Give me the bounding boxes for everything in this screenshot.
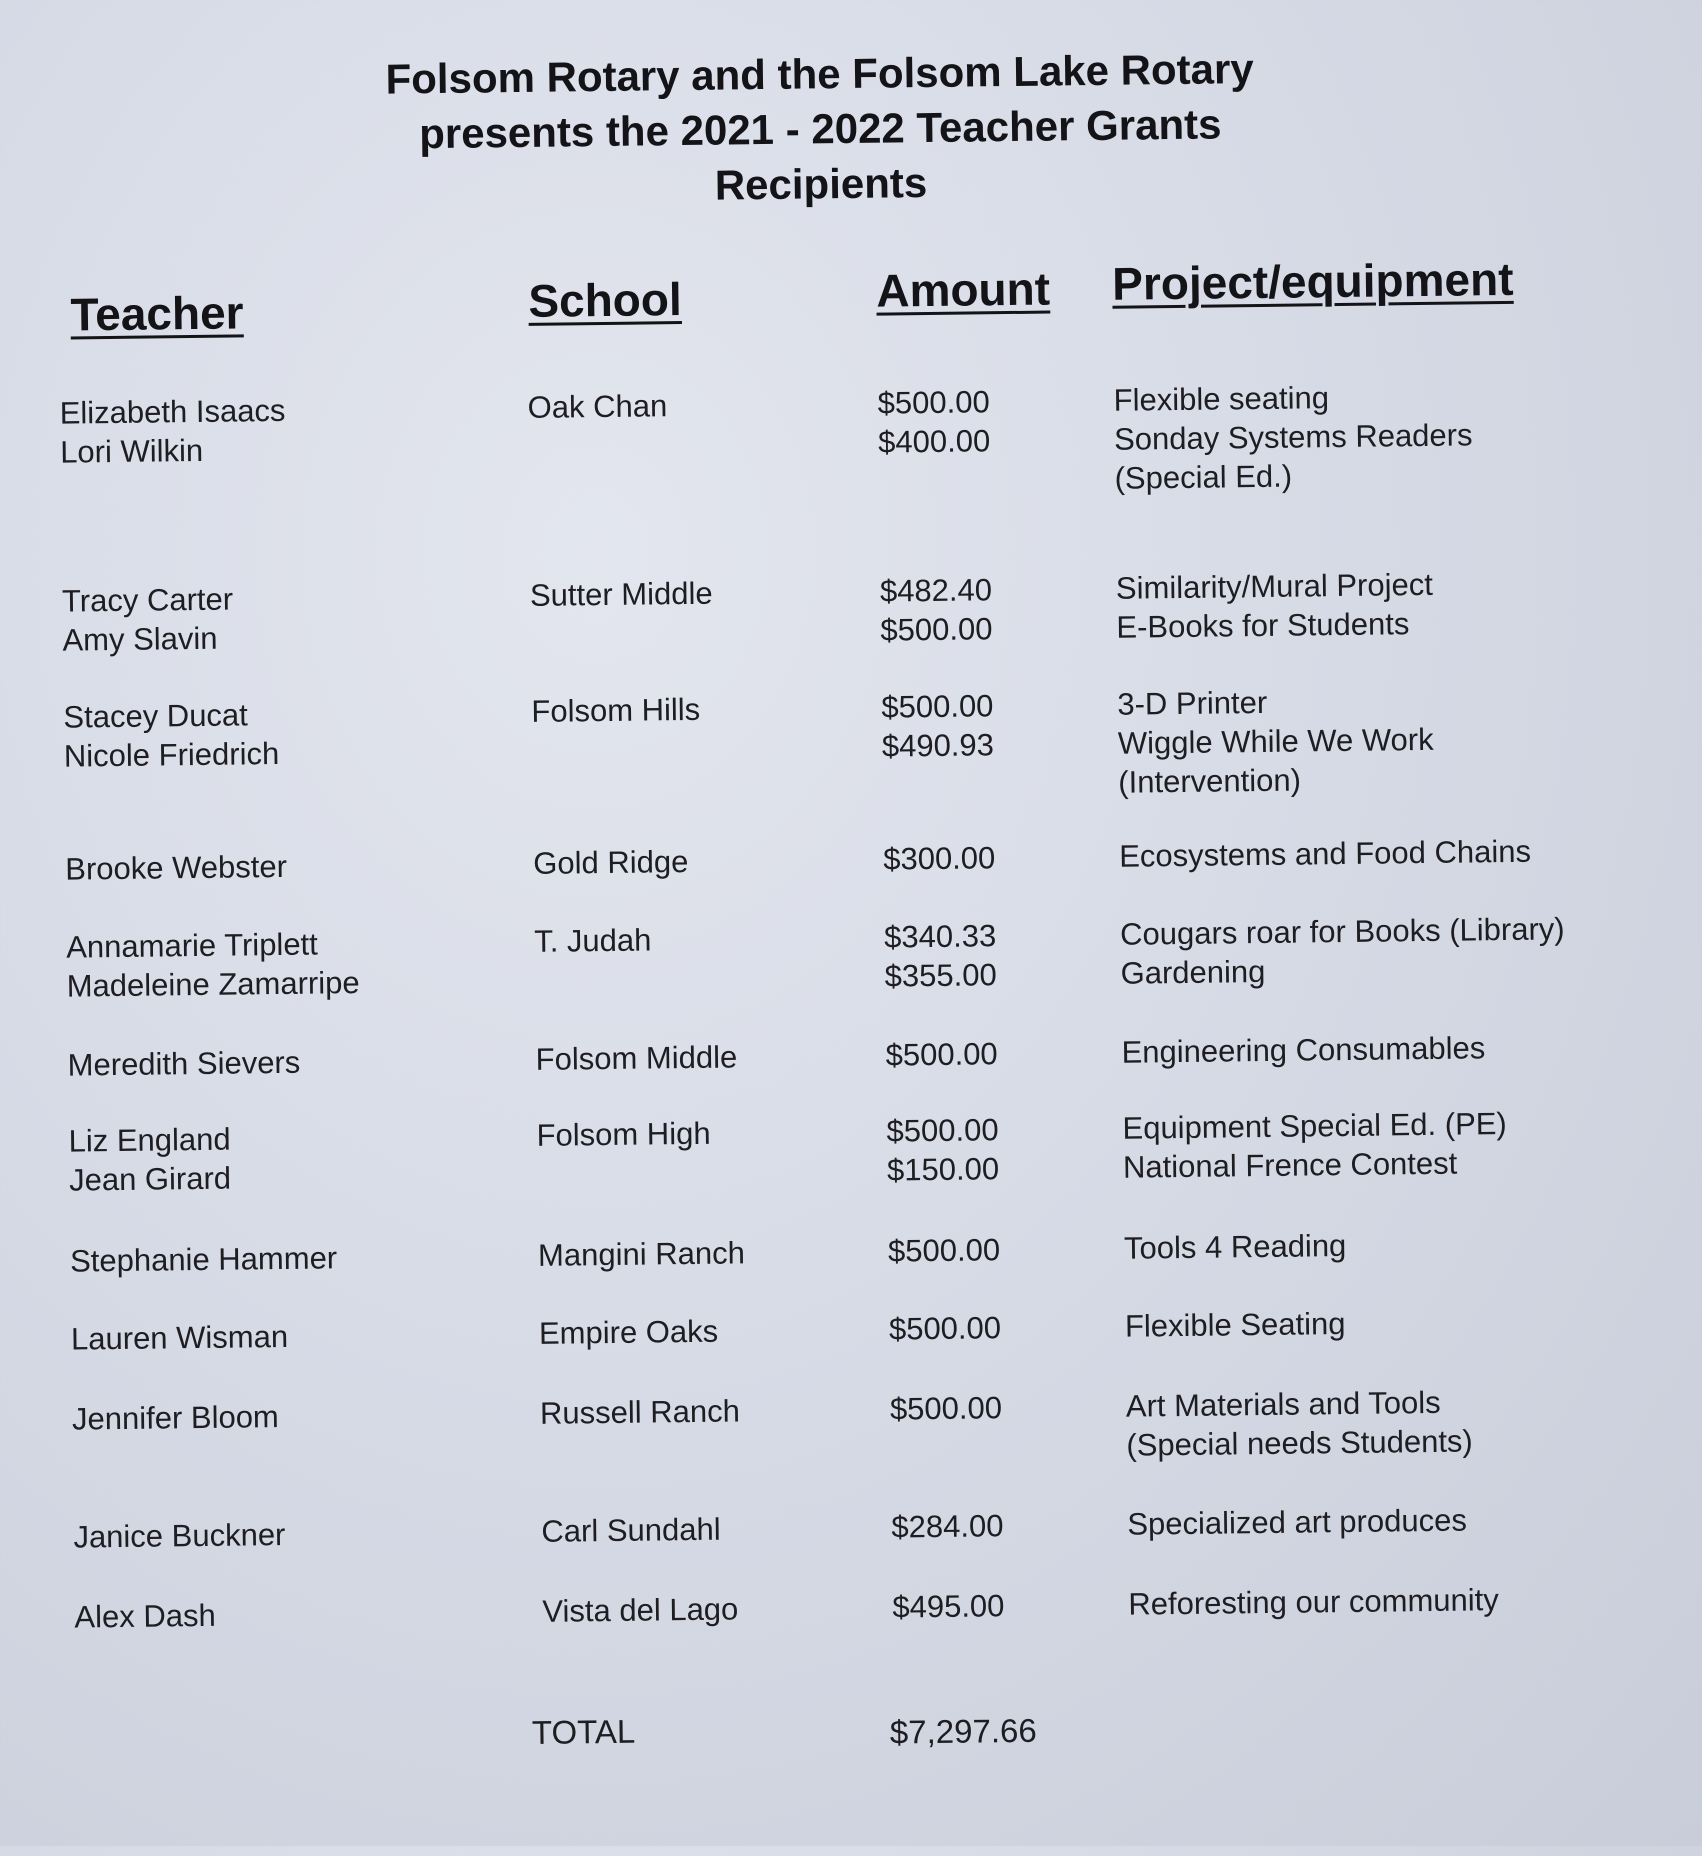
amount-cell — [883, 838, 996, 878]
school-cell — [535, 1037, 737, 1078]
project-line: Specialized art produces — [1127, 1502, 1468, 1542]
project-line: Similarity/Mural Project — [1115, 566, 1434, 606]
project-line: Tools 4 Reading — [1123, 1227, 1347, 1266]
title-line-1: Folsom Rotary and the Folsom Lake Rotary — [385, 45, 1254, 103]
grant-amount: $400.00 — [877, 423, 991, 460]
project-line: Cougars roar for Books (Library) — [1119, 911, 1565, 952]
amount-cell — [889, 1308, 1002, 1348]
teacher-name: Madeleine Zamarripe — [66, 965, 360, 1004]
project-line: Sonday Systems Readers — [1113, 417, 1473, 457]
school-name: Sutter Middle — [529, 575, 713, 613]
project-cell — [1124, 1226, 1347, 1268]
school-cell — [534, 920, 652, 960]
project-line: Flexible seating — [1113, 380, 1330, 418]
grant-amount: $355.00 — [884, 957, 997, 994]
teacher-cell — [74, 1596, 216, 1637]
table-row — [7, 1498, 1702, 1555]
school-cell — [538, 1233, 745, 1275]
amount-cell — [884, 916, 997, 995]
grant-amount: $500.00 — [889, 1390, 1003, 1427]
project-line: Engineering Consumables — [1121, 1030, 1486, 1070]
teacher-name: Stephanie Hammer — [69, 1240, 338, 1279]
amount-cell — [881, 686, 994, 765]
table-row — [0, 374, 1695, 496]
teacher-cell — [67, 1043, 300, 1085]
school-name: Empire Oaks — [538, 1313, 719, 1351]
amount-cell — [891, 1506, 1004, 1546]
project-cell — [1125, 1304, 1346, 1346]
project-cell — [1128, 1580, 1499, 1624]
grant-amount: $284.00 — [891, 1508, 1004, 1545]
grant-amount: $500.00 — [886, 1112, 999, 1149]
project-line: National Frence Contest — [1122, 1145, 1458, 1185]
teacher-name: Alex Dash — [74, 1597, 216, 1635]
teacher-cell — [59, 391, 286, 472]
school-cell — [530, 574, 713, 615]
project-line: E-Books for Students — [1116, 606, 1410, 645]
title-line-2: presents the 2021 - 2022 Teacher Grants — [418, 100, 1222, 158]
teacher-name: Lori Wilkin — [59, 432, 204, 470]
grant-amount: $490.93 — [881, 727, 995, 764]
teacher-cell — [72, 1397, 279, 1439]
teacher-cell — [73, 1515, 285, 1557]
teacher-cell — [71, 1317, 289, 1359]
teacher-cell — [62, 580, 234, 660]
column-header-teacher: Teacher — [70, 286, 244, 341]
teacher-name: Liz England — [68, 1121, 231, 1159]
project-cell — [1116, 565, 1434, 647]
school-name: T. Judah — [533, 922, 652, 959]
school-name: Folsom Hills — [531, 691, 701, 729]
grant-amount: $495.00 — [892, 1588, 1005, 1625]
table-row — [8, 1578, 1702, 1635]
teacher-cell — [63, 695, 279, 776]
project-line: (Intervention) — [1118, 762, 1302, 800]
project-line: Art Materials and Tools — [1125, 1384, 1441, 1424]
table-row — [5, 1300, 1702, 1357]
total-label: TOTAL — [531, 1712, 636, 1751]
project-line: Equipment Special Ed. (PE) — [1122, 1106, 1507, 1146]
teacher-cell — [65, 847, 287, 889]
column-header-school: School — [528, 273, 683, 327]
teacher-name: Nicole Friedrich — [63, 735, 280, 774]
school-cell — [542, 1589, 738, 1630]
school-cell — [541, 1510, 721, 1551]
project-line: Ecosystems and Food Chains — [1118, 833, 1532, 874]
project-line: 3-D Printer — [1117, 684, 1268, 722]
amount-cell — [890, 1388, 1003, 1428]
grant-amount: $500.00 — [877, 384, 990, 421]
project-line: Wiggle While We Work — [1117, 721, 1434, 761]
teacher-name: Lauren Wisman — [70, 1318, 289, 1357]
school-name: Folsom High — [536, 1115, 711, 1153]
amount-cell — [880, 570, 993, 649]
teacher-name: Meredith Sievers — [67, 1044, 301, 1083]
project-line: Gardening — [1120, 953, 1266, 991]
grant-amount: $500.00 — [888, 1310, 1002, 1347]
project-cell — [1121, 1028, 1485, 1071]
school-name: Gold Ridge — [533, 843, 689, 881]
project-line: (Special Ed.) — [1114, 458, 1293, 496]
amount-cell — [885, 1034, 998, 1074]
amount-cell — [892, 1586, 1005, 1626]
school-name: Carl Sundahl — [541, 1511, 721, 1549]
teacher-cell — [66, 924, 360, 1006]
project-line: Reforesting our community — [1128, 1582, 1499, 1622]
grant-amount: $340.33 — [883, 918, 997, 955]
total-value: $7,297.66 — [889, 1711, 1037, 1751]
teacher-cell — [70, 1238, 338, 1280]
grant-amount: $500.00 — [880, 611, 993, 648]
project-line: Flexible Seating — [1124, 1305, 1346, 1344]
project-cell — [1113, 376, 1473, 497]
school-cell — [540, 1391, 740, 1432]
teacher-name: Jennifer Bloom — [71, 1399, 279, 1437]
project-line: (Special needs Students) — [1126, 1423, 1473, 1463]
grant-amount: $300.00 — [883, 840, 996, 877]
school-name: Vista del Lago — [542, 1591, 739, 1629]
table-row — [0, 678, 1699, 800]
grant-amount: $500.00 — [881, 688, 994, 725]
teacher-name: Brooke Webster — [65, 848, 288, 887]
teacher-name: Annamarie Triplett — [66, 926, 318, 965]
amount-cell — [888, 1230, 1001, 1270]
school-name: Mangini Ranch — [537, 1235, 746, 1273]
school-cell — [527, 386, 667, 427]
project-cell — [1120, 909, 1565, 992]
table-row — [1, 1026, 1702, 1083]
title-line-3: Recipients — [714, 159, 928, 209]
teacher-name: Janice Buckner — [73, 1516, 286, 1555]
teacher-name: Elizabeth Isaacs — [59, 392, 286, 431]
table-row — [4, 1222, 1702, 1279]
teacher-cell — [68, 1120, 231, 1200]
grant-amount: $500.00 — [885, 1036, 998, 1073]
amount-cell — [886, 1110, 999, 1189]
table-row — [0, 908, 1702, 1004]
grant-amount: $150.00 — [886, 1151, 1000, 1188]
project-cell — [1127, 1501, 1467, 1544]
school-cell — [539, 1312, 719, 1353]
school-name: Russell Ranch — [539, 1393, 741, 1431]
table-row — [6, 1380, 1702, 1463]
project-cell — [1117, 681, 1434, 802]
teacher-name: Stacey Ducat — [63, 697, 249, 735]
grant-amount: $482.40 — [879, 572, 993, 609]
column-header-project: Project/equipment — [1111, 252, 1514, 310]
school-name: Folsom Middle — [535, 1039, 738, 1077]
teacher-name: Amy Slavin — [62, 620, 218, 658]
table-row — [0, 830, 1701, 887]
project-cell — [1126, 1382, 1473, 1464]
amount-cell — [877, 382, 990, 461]
project-cell — [1119, 832, 1531, 876]
teacher-name: Tracy Carter — [61, 581, 234, 619]
grant-amount: $500.00 — [887, 1232, 1001, 1269]
project-cell — [1122, 1104, 1507, 1187]
school-cell — [531, 690, 700, 731]
teacher-name: Jean Girard — [68, 1160, 232, 1198]
school-cell — [533, 842, 689, 883]
school-name: Oak Chan — [527, 388, 668, 425]
column-header-amount: Amount — [875, 262, 1051, 317]
school-cell — [536, 1114, 710, 1155]
table-row — [2, 1102, 1702, 1198]
table-row — [0, 562, 1698, 658]
